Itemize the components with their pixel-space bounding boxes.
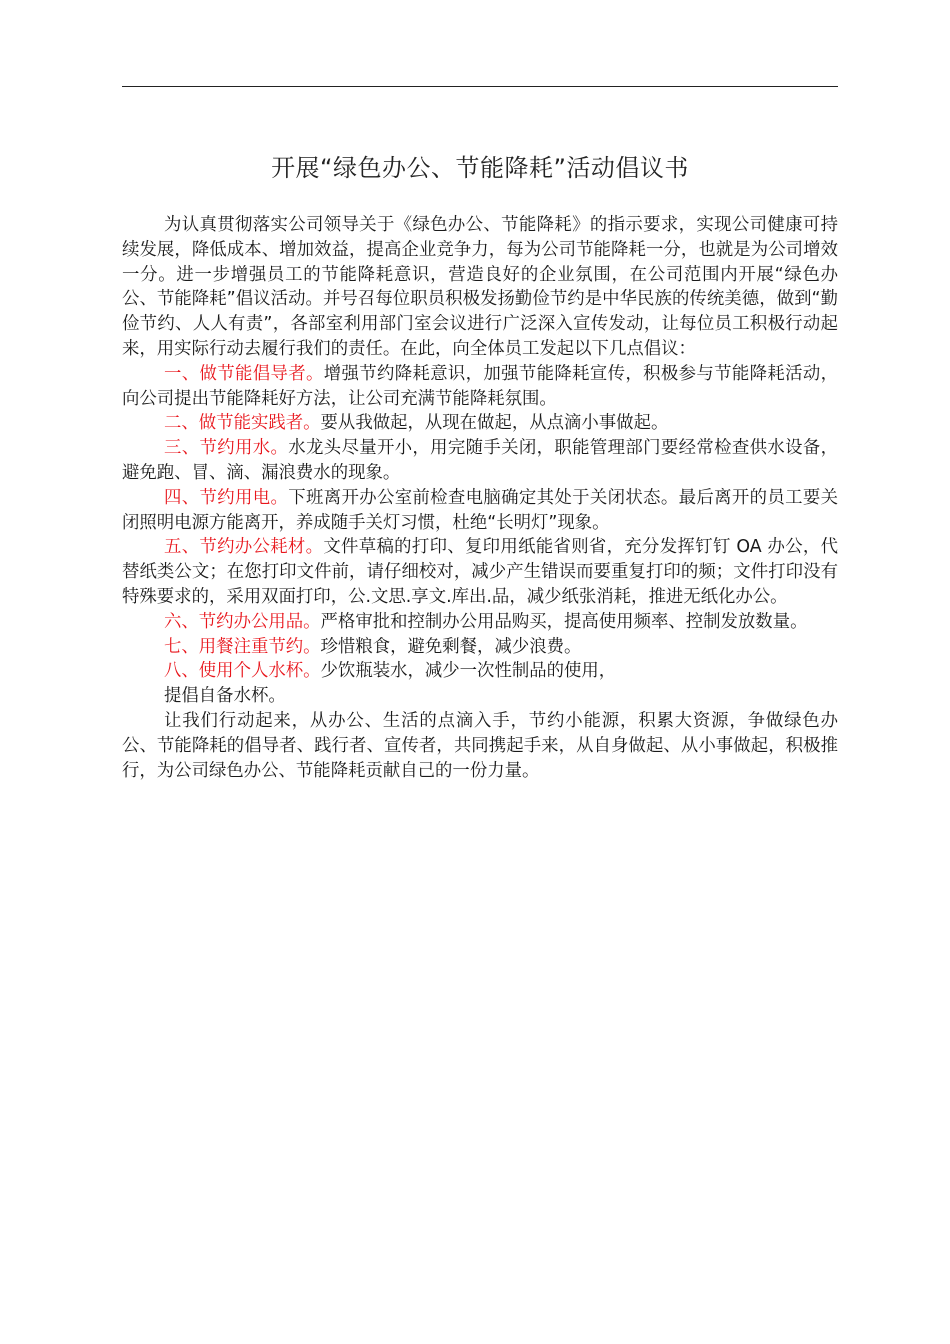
proposal-item-1-heading: 一、做节能倡导者。 <box>164 363 324 384</box>
proposal-item-5-text: 文件草稿的打印、复印用纸能省则省，充分发挥钉钉 OA 办公，代替纸类公文；在您打印文件前，请仔细校对，减少产生错误而要重复打印的频；文件打印没有特殊要求的，采用双面打印，公.文思.享文.库出.品，减少纸张消耗，推进无纸化办公。 <box>122 537 838 607</box>
header-rule <box>122 86 838 87</box>
proposal-item-2 <box>122 411 838 436</box>
proposal-item-5 <box>122 535 838 609</box>
proposal-item-6-heading: 六、节约办公用品。 <box>164 611 321 632</box>
proposal-item-3-text: 水龙头尽量开小，用完随手关闭，职能管理部门要经常检查供水设备，避免跑、冒、滴、漏浪费水的现象。 <box>122 438 838 483</box>
closing-paragraph: 让我们行动起来，从办公、生活的点滴入手，节约小能源，积累大资源，争做绿色办公、节能降耗的倡导者、践行者、宣传者，共同携起手来，从自身做起、从小事做起，积极推行，为公司绿色办公、节能降耗贡献自己的一份力量。 <box>122 710 838 781</box>
proposal-item-6-text: 严格审批和控制办公用品购买，提高使用频率、控制发放数量。 <box>320 611 808 632</box>
proposal-item-8 <box>122 659 838 684</box>
proposal-item-1 <box>122 362 838 412</box>
proposal-item-3-heading: 三、节约用水。 <box>164 438 289 459</box>
proposal-item-6 <box>122 610 838 635</box>
proposal-item-8-heading: 八、使用个人水杯。 <box>164 661 321 682</box>
proposal-item-8-continuation: 提倡自备水杯。 <box>164 686 286 707</box>
proposal-item-2-text: 要从我做起，从现在做起，从点滴小事做起。 <box>320 413 669 434</box>
intro-paragraph: 为认真贯彻落实公司领导关于《绿色办公、节能降耗》的指示要求，实现公司健康可持续发展，降低成本、增加效益，提高企业竞争力，每为公司节能降耗一分，也就是为公司增效一分。进一步增强员工的节能降耗意识，营造良好的企业氛围，在公司范围内开展“绿色办公、节能降耗”倡议活动。并号召每位职员积极发扬勤俭节约是中华民族的传统美德，做到“勤俭节约、人人有责”，各部室利用部门室会议进行广泛深入宣传发动，让每位员工积极行动起来，用实际行动去履行我们的责任。在此，向全体员工发起以下几点倡议： <box>122 215 838 359</box>
proposal-item-4 <box>122 486 838 536</box>
proposal-item-8-text: 少饮瓶装水，减少一次性制品的使用， <box>320 661 617 682</box>
document-body <box>122 213 838 783</box>
proposal-item-1-text: 增强节约降耗意识，加强节能降耗宣传，积极参与节能降耗活动，向公司提出节能降耗好方法，让公司充满节能降耗氛围。 <box>122 363 838 409</box>
proposal-item-7-text: 珍惜粮食，避免剩餐，减少浪费。 <box>320 636 582 657</box>
proposal-item-5-heading: 五、节约办公耗材。 <box>164 537 324 558</box>
proposal-item-4-heading: 四、节约用电。 <box>164 487 289 508</box>
proposal-item-2-heading: 二、做节能实践者。 <box>164 413 321 434</box>
proposal-item-4-text: 下班离开办公室前检查电脑确定其处于关闭状态。最后离开的员工要关闭照明电源方能离开，养成随手关灯习惯，杜绝“长明灯”现象。 <box>122 487 838 533</box>
proposal-item-7-heading: 七、用餐注重节约。 <box>164 636 321 657</box>
proposal-item-7 <box>122 635 838 660</box>
proposal-item-3 <box>122 436 838 486</box>
document-title: 开展“绿色办公、节能降耗”活动倡议书 <box>271 154 689 182</box>
